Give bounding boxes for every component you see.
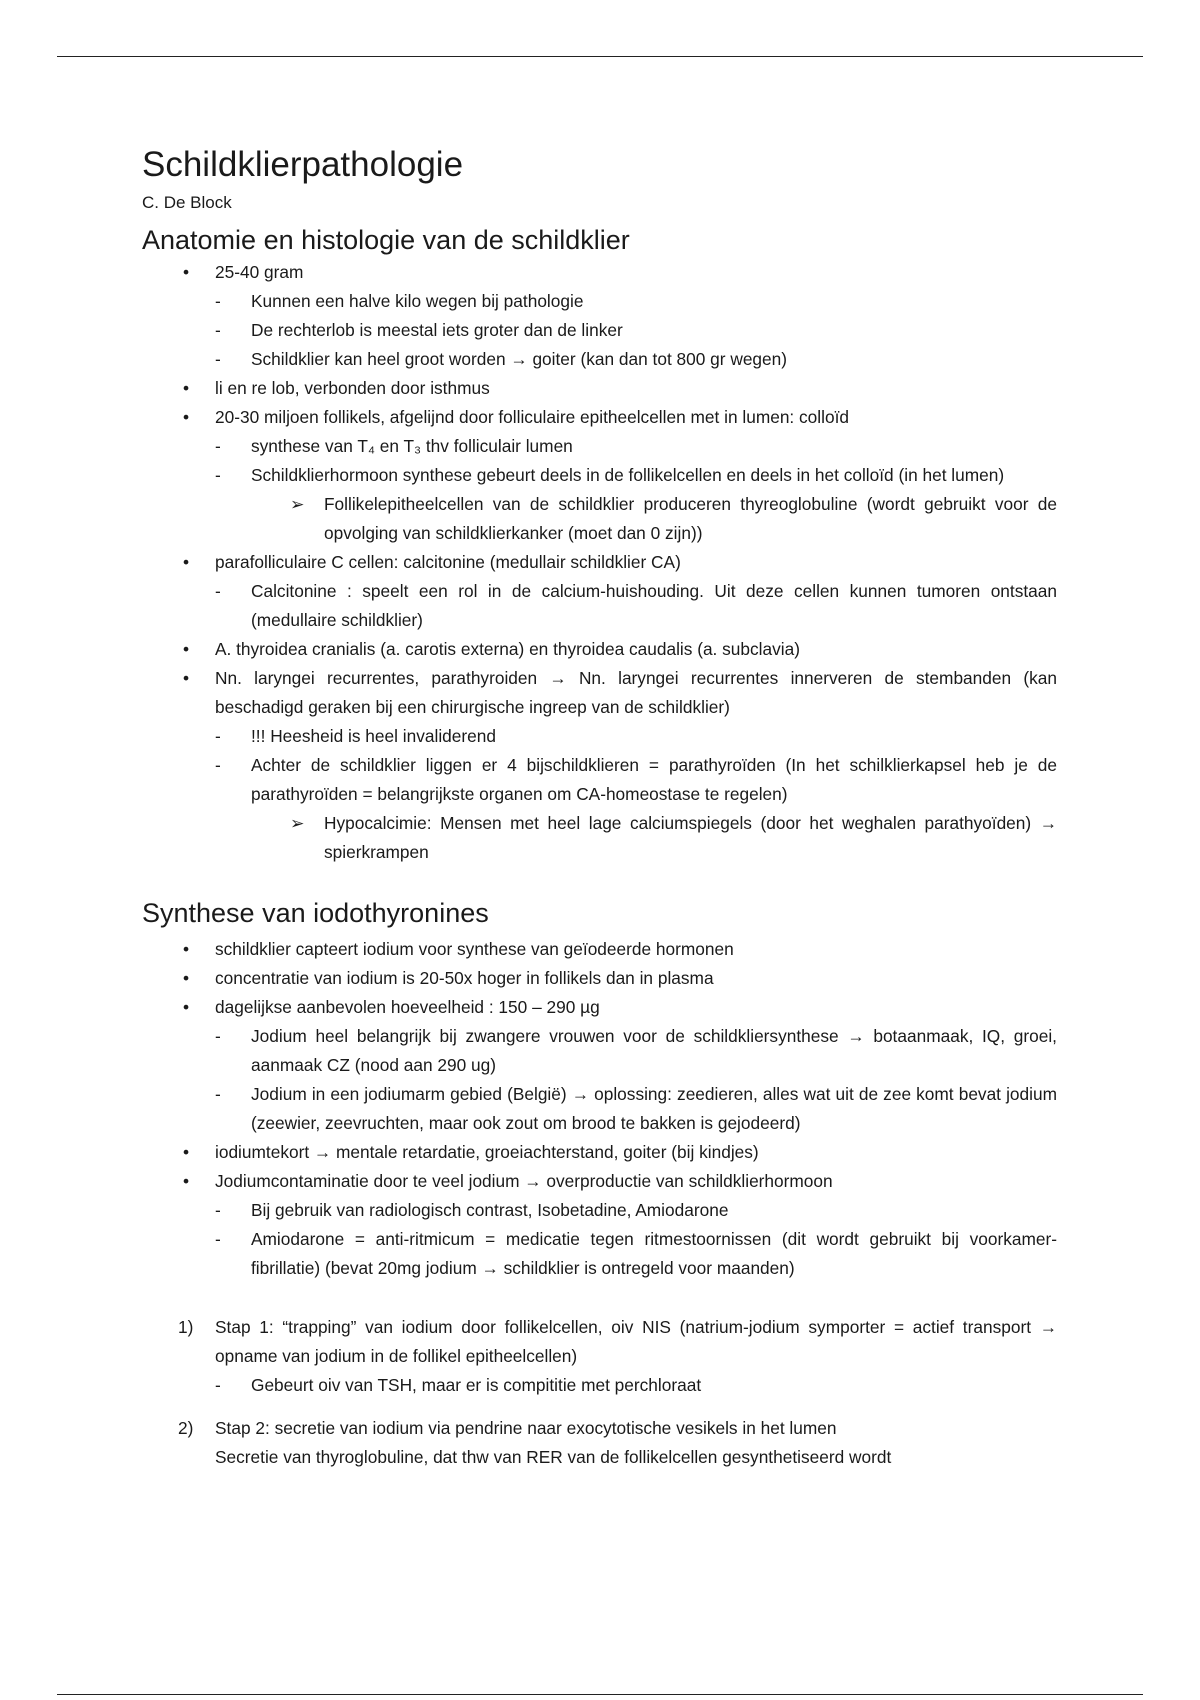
list-item: ➢ Hypocalcimie: Mensen met heel lage calciumspiegels (door het weghalen parathyoïden) → spierkrampen: [142, 809, 1057, 867]
list-item: • Nn. laryngei recurrentes, parathyroiden → Nn. laryngei recurrentes innerveren de stembanden (kan beschadigd geraken bij een chirurgische ingreep van de schildklier): [142, 664, 1057, 722]
anatomy-list: [142, 258, 1057, 867]
bottom-rule: [57, 1694, 1143, 1695]
bullet-icon: •: [183, 1142, 190, 1162]
list-item: - Gebeurt oiv van TSH, maar er is compititie met perchloraat: [142, 1371, 1057, 1400]
section-heading-anatomy: Anatomie en histologie van de schildklier: [142, 225, 630, 255]
list-item: - Jodium in een jodiumarm gebied (België) → oplossing: zeedieren, alles wat uit de zee komt bevat jodium (zeewier, zeevruchten, maar ook zout om brood te bakken is gejodeerd): [142, 1080, 1057, 1138]
dash-icon: -: [215, 291, 221, 311]
dash-icon: -: [215, 1084, 221, 1104]
list-item: • concentratie van iodium is 20-50x hoger in follikels dan in plasma: [142, 964, 1057, 993]
list-item: • Jodiumcontaminatie door te veel jodium → overproductie van schildklierhormoon: [142, 1167, 1057, 1196]
dash-icon: -: [215, 1375, 221, 1395]
bullet-icon: •: [183, 639, 190, 659]
step-item: 1) Stap 1: “trapping” van iodium door follikelcellen, oiv NIS (natrium-jodium symporter = actief transport → opname van jodium in de follikel epitheelcellen): [178, 1317, 1057, 1366]
list-item: - synthese van T₄ en T₃ thv folliculair lumen: [142, 432, 1057, 461]
list-item: • dagelijkse aanbevolen hoeveelheid : 150 – 290 µg: [142, 993, 1057, 1022]
list-item: - Kunnen een halve kilo wegen bij pathologie: [142, 287, 1057, 316]
step-continuation: Secretie van thyroglobuline, dat thw van RER van de follikelcellen gesynthetiseerd wordt: [215, 1447, 892, 1467]
list-item: • 25-40 gram: [142, 258, 1057, 287]
dash-icon: -: [215, 1200, 221, 1220]
document-page: [142, 142, 1057, 1472]
list-item: - Schildklier kan heel groot worden → goiter (kan dan tot 800 gr wegen): [142, 345, 1057, 374]
bullet-icon: •: [183, 968, 190, 988]
list-item: • li en re lob, verbonden door isthmus: [142, 374, 1057, 403]
dash-icon: -: [215, 726, 221, 746]
list-item: - Calcitonine : speelt een rol in de calcium-huishouding. Uit deze cellen kunnen tumoren ontstaan (medullaire schildklier): [142, 577, 1057, 635]
spacer: [142, 1283, 1057, 1313]
list-item: • iodiumtekort → mentale retardatie, groeiachterstand, goiter (bij kindjes): [142, 1138, 1057, 1167]
dash-icon: -: [215, 320, 221, 340]
document-title: Schildklierpathologie: [142, 145, 464, 184]
list-item: • 20-30 miljoen follikels, afgelijnd door folliculaire epitheelcellen met in lumen: colloïd: [142, 403, 1057, 432]
list-item: - Jodium heel belangrijk bij zwangere vrouwen voor de schildkliersynthese → botaanmaak, IQ, groei, aanmaak CZ (nood aan 290 ug): [142, 1022, 1057, 1080]
arrow-bullet-icon: ➢: [290, 813, 305, 833]
section-heading-synthesis: Synthese van iodothyronines: [142, 898, 489, 928]
steps-list: [142, 1313, 1057, 1472]
list-item: • schildklier capteert iodium voor synthese van geïodeerde hormonen: [142, 935, 1057, 964]
list-item: ➢ Follikelepitheelcellen van de schildklier produceren thyreoglobuline (wordt gebruikt voor de opvolging van schildklierkanker (moet dan 0 zijn)): [142, 490, 1057, 548]
spacer: [142, 1400, 1057, 1414]
bullet-icon: •: [183, 939, 190, 959]
bullet-icon: •: [183, 552, 190, 572]
dash-icon: -: [215, 1026, 221, 1046]
dash-icon: -: [215, 465, 221, 485]
dash-icon: -: [215, 1229, 221, 1249]
bullet-icon: •: [183, 407, 190, 427]
list-item: • A. thyroidea cranialis (a. carotis externa) en thyroidea caudalis (a. subclavia): [142, 635, 1057, 664]
bullet-icon: •: [183, 997, 190, 1017]
list-item: - Amiodarone = anti-ritmicum = medicatie tegen ritmestoornissen (dit wordt gebruikt bij voorkamer-fibrillatie) (bevat 20mg jodium → schildklier is ontregeld voor maanden): [142, 1225, 1057, 1283]
top-rule: [57, 56, 1143, 57]
bullet-icon: •: [183, 668, 190, 688]
bullet-icon: •: [183, 1171, 190, 1191]
list-item: - Bij gebruik van radiologisch contrast, Isobetadine, Amiodarone: [142, 1196, 1057, 1225]
arrow-bullet-icon: ➢: [290, 494, 305, 514]
dash-icon: -: [215, 755, 221, 775]
list-item: • parafolliculaire C cellen: calcitonine (medullair schildklier CA): [142, 548, 1057, 577]
dash-icon: -: [215, 581, 221, 601]
synthesis-list: [142, 935, 1057, 1283]
list-item: - Achter de schildklier liggen er 4 bijschildklieren = parathyroïden (In het schilklierkapsel heb je de parathyroïden = belangrijkste organen om CA-homeostase te regelen): [142, 751, 1057, 809]
dash-icon: -: [215, 349, 221, 369]
dash-icon: -: [215, 436, 221, 456]
step-item: 2) Stap 2: secretie van iodium via pendrine naar exocytotische vesikels in het lumen: [178, 1418, 837, 1438]
bullet-icon: •: [183, 262, 190, 282]
list-item: - Schildklierhormoon synthese gebeurt deels in de follikelcellen en deels in het colloïd (in het lumen): [142, 461, 1057, 490]
list-item: - De rechterlob is meestal iets groter dan de linker: [142, 316, 1057, 345]
author-line: C. De Block: [142, 193, 232, 212]
bullet-icon: •: [183, 378, 190, 398]
list-item: - !!! Heesheid is heel invaliderend: [142, 722, 1057, 751]
